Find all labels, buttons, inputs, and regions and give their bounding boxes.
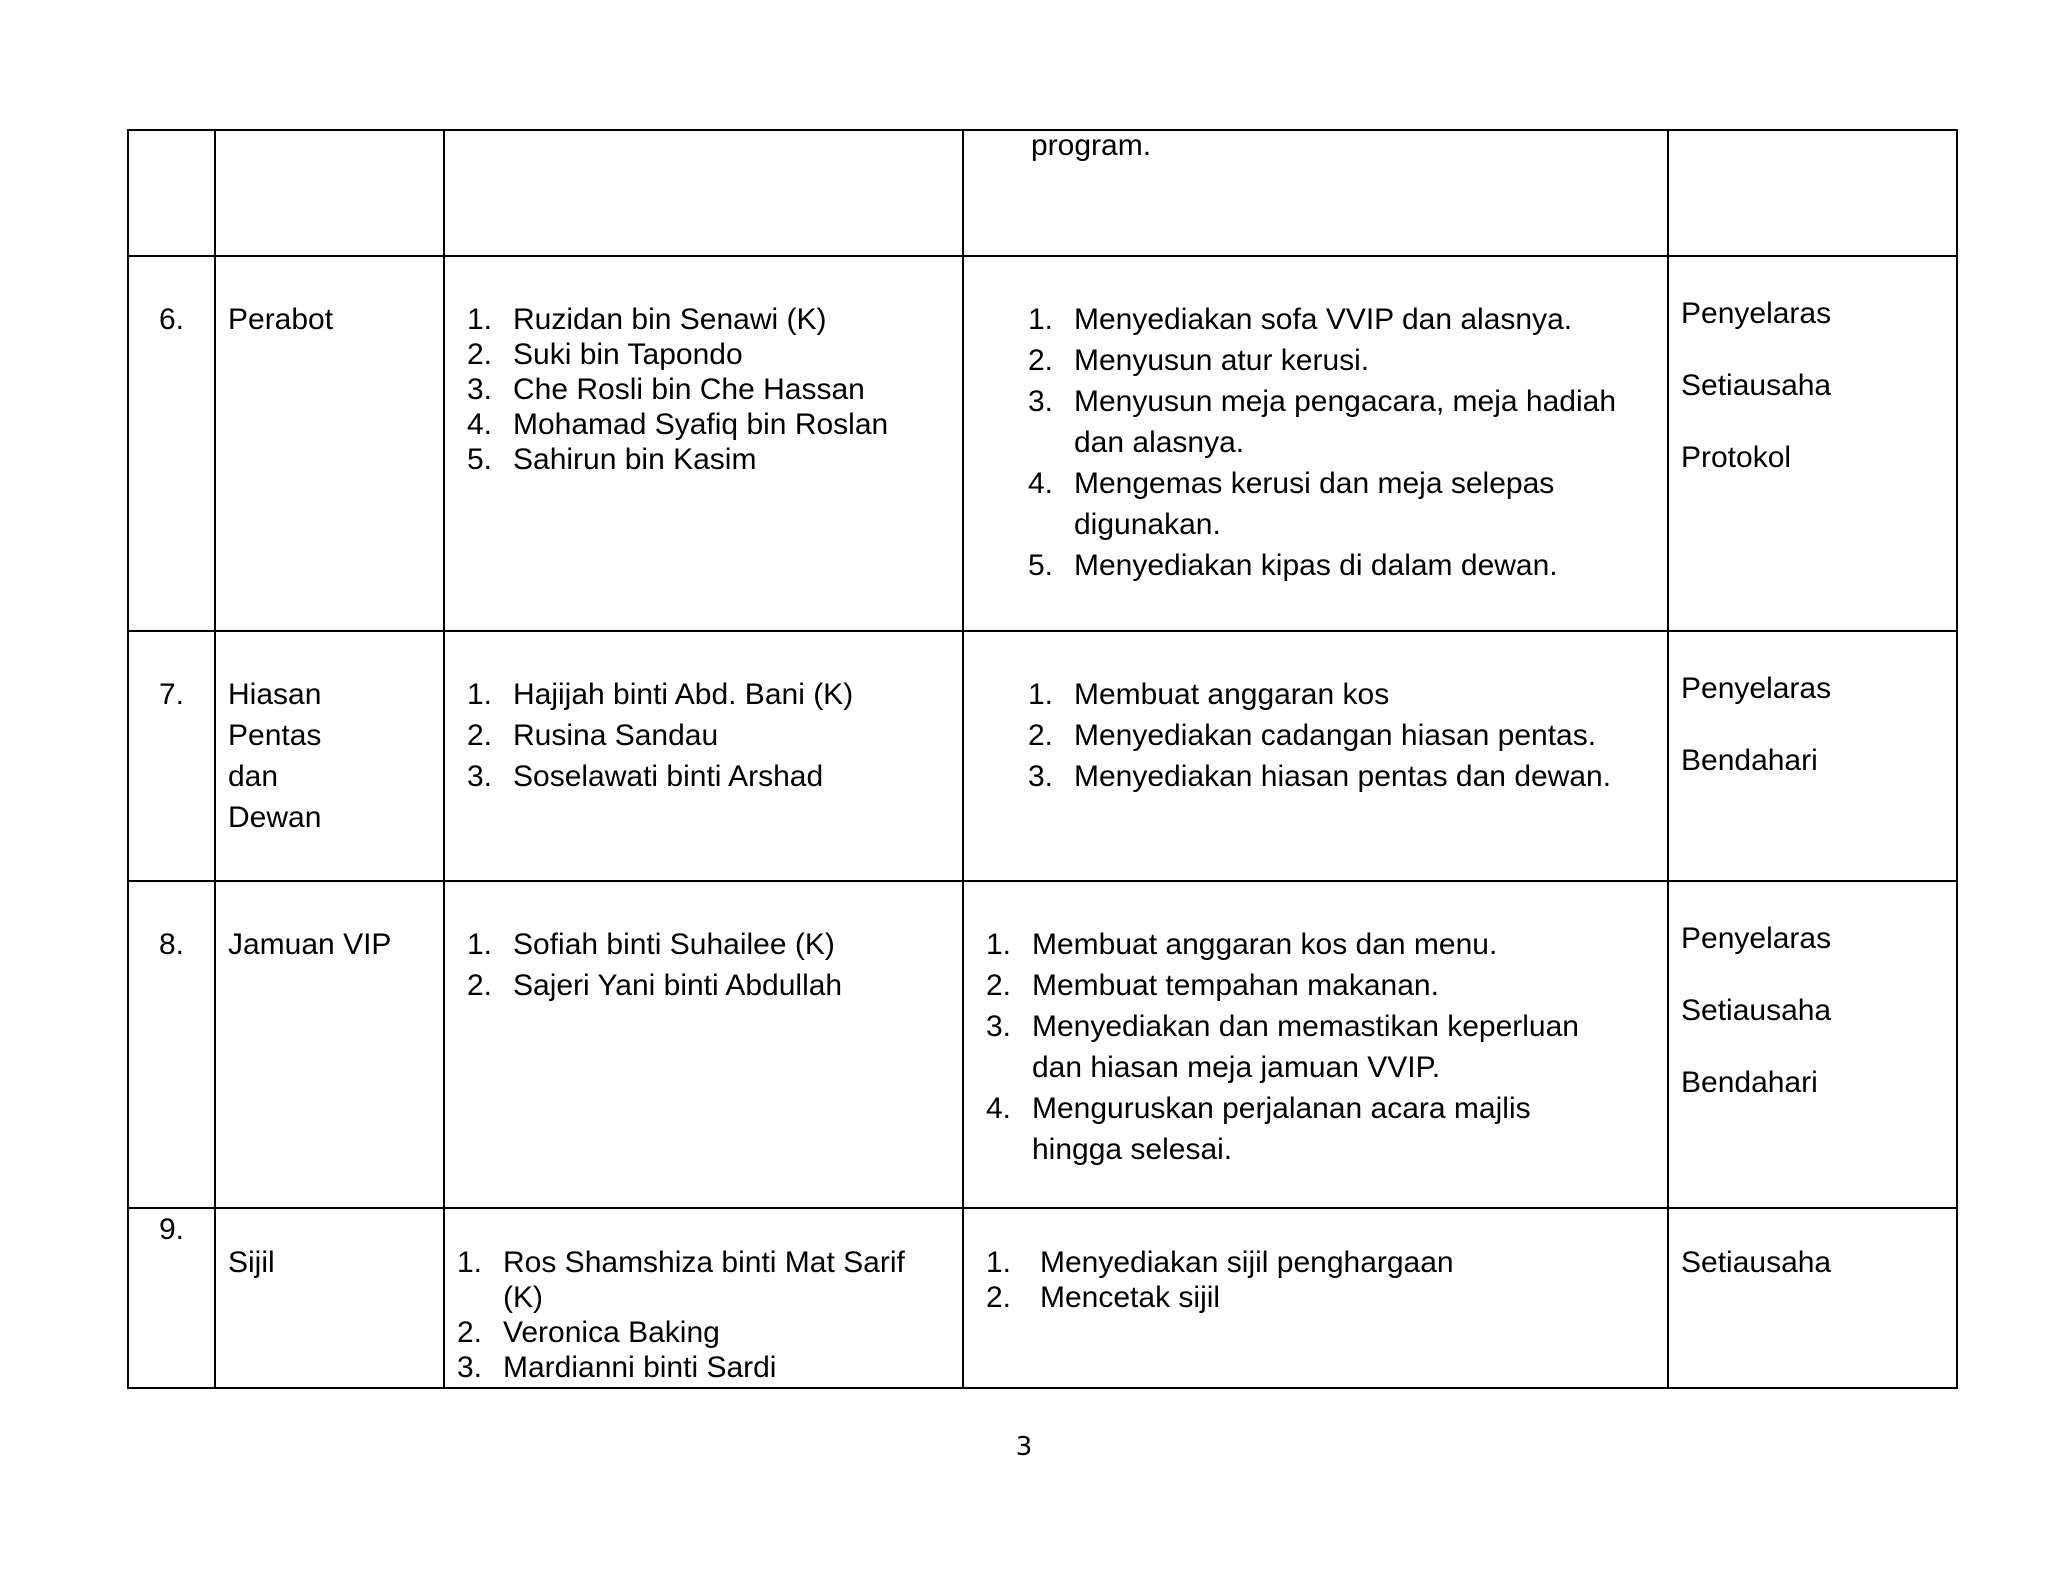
tasks-cell xyxy=(963,1208,1668,1388)
members-list xyxy=(457,1245,942,1385)
refs-list xyxy=(1669,1242,1956,1283)
list-item: 2. Membuat tempahan makanan. xyxy=(986,969,1439,1002)
no-cell xyxy=(128,881,215,1208)
row-number: 7. xyxy=(158,678,185,711)
unit-cell xyxy=(215,1208,444,1388)
refs-cell xyxy=(1668,130,1957,256)
no-cell xyxy=(128,256,215,631)
ref-item: Protokol xyxy=(1681,441,1792,474)
ref-item: Setiausaha xyxy=(1681,1246,1832,1279)
list-item: 3. Mardianni binti Sardi xyxy=(457,1351,777,1384)
ref-item: Penyelaras xyxy=(1681,922,1832,955)
list-item: 3. Menyusun meja pengacara, meja hadiah dan alasnya. xyxy=(1028,385,1617,459)
list-item: 4. Menguruskan perjalanan acara majlis hingga selesai. xyxy=(986,1092,1531,1166)
table-row xyxy=(128,256,1957,631)
task-continuation: program. xyxy=(1031,129,1152,162)
list-item: 3. Menyediakan hiasan pentas dan dewan. xyxy=(1028,760,1612,793)
list-item: 5. Menyediakan kipas di dalam dewan. xyxy=(1028,549,1558,582)
members-cell xyxy=(444,130,963,256)
tasks-list xyxy=(986,924,1627,1170)
tasks-list xyxy=(986,1245,1649,1315)
members-cell xyxy=(444,631,963,881)
unit-cell xyxy=(215,631,444,881)
tasks-list xyxy=(1028,674,1649,797)
list-item: 4. Mohamad Syafiq bin Roslan xyxy=(467,408,889,441)
list-item: 4. Mengemas kerusi dan meja selepas digunakan. xyxy=(1028,467,1555,541)
members-cell xyxy=(444,256,963,631)
list-item: 1. Menyediakan sofa VVIP dan alasnya. xyxy=(1028,303,1573,336)
list-item: 1. Membuat anggaran kos xyxy=(1028,678,1390,711)
list-item: 2. Mencetak sijil xyxy=(986,1281,1221,1314)
members-cell xyxy=(444,881,963,1208)
list-item: 1. Sofiah binti Suhailee (K) xyxy=(467,928,835,961)
no-cell xyxy=(128,631,215,881)
table-row xyxy=(128,1208,1957,1388)
table-row xyxy=(128,631,1957,881)
list-item: 3. Soselawati binti Arshad xyxy=(467,760,824,793)
list-item: 2. Veronica Baking xyxy=(457,1316,720,1349)
ref-item: Setiausaha xyxy=(1681,369,1832,402)
unit-name: Sijil xyxy=(228,1246,275,1279)
no-cell xyxy=(128,130,215,256)
list-item: 1. Ros Shamshiza binti Mat Sarif (K) xyxy=(457,1246,905,1314)
tasks-cell xyxy=(963,130,1668,256)
list-item: 3. Menyediakan dan memastikan keperluan dan hiasan meja jamuan VVIP. xyxy=(986,1010,1579,1084)
ref-item: Penyelaras xyxy=(1681,672,1832,705)
unit-cell xyxy=(215,130,444,256)
no-cell xyxy=(128,1208,215,1388)
refs-list xyxy=(1669,918,1956,1103)
unit-cell xyxy=(215,881,444,1208)
ref-item: Bendahari xyxy=(1681,1066,1818,1099)
table-row xyxy=(128,881,1957,1208)
unit-name: Jamuan VIP xyxy=(228,928,392,961)
table-row xyxy=(128,130,1957,256)
row-number: 9. xyxy=(158,1213,185,1246)
tasks-cell xyxy=(963,881,1668,1208)
page-number: 3 xyxy=(1015,1432,1033,1462)
members-cell xyxy=(444,1208,963,1388)
row-number: 6. xyxy=(158,303,185,336)
tasks-cell xyxy=(963,631,1668,881)
unit-cell xyxy=(215,256,444,631)
ref-item: Penyelaras xyxy=(1681,297,1832,330)
list-item: 3. Che Rosli bin Che Hassan xyxy=(467,373,865,406)
members-list xyxy=(467,924,962,1006)
list-item: 1. Membuat anggaran kos dan menu. xyxy=(986,928,1498,961)
refs-list xyxy=(1669,668,1956,781)
list-item: 1. Ruzidan bin Senawi (K) xyxy=(467,303,827,336)
list-item: 1. Hajijah binti Abd. Bani (K) xyxy=(467,678,854,711)
list-item: 2. Menyusun atur kerusi. xyxy=(1028,344,1370,377)
list-item: 1. Menyediakan sijil penghargaan xyxy=(986,1246,1454,1279)
refs-cell xyxy=(1668,1208,1957,1388)
committee-table xyxy=(127,129,1958,1389)
members-list xyxy=(467,302,962,477)
ref-item: Bendahari xyxy=(1681,744,1818,777)
list-item: 5. Sahirun bin Kasim xyxy=(467,443,757,476)
refs-cell xyxy=(1668,256,1957,631)
tasks-list xyxy=(1028,299,1649,586)
list-item: 2. Sajeri Yani binti Abdullah xyxy=(467,969,843,1002)
list-item: 2. Suki bin Tapondo xyxy=(467,338,743,371)
ref-item: Setiausaha xyxy=(1681,994,1832,1027)
list-item: 2. Menyediakan cadangan hiasan pentas. xyxy=(1028,719,1597,752)
refs-cell xyxy=(1668,881,1957,1208)
refs-cell xyxy=(1668,631,1957,881)
unit-name: Perabot xyxy=(228,303,334,336)
members-list xyxy=(467,674,962,797)
refs-list xyxy=(1669,293,1956,478)
list-item: 2. Rusina Sandau xyxy=(467,719,719,752)
unit-name: Hiasan Pentas dan Dewan xyxy=(228,678,322,834)
row-number: 8. xyxy=(158,928,185,961)
tasks-cell xyxy=(963,256,1668,631)
